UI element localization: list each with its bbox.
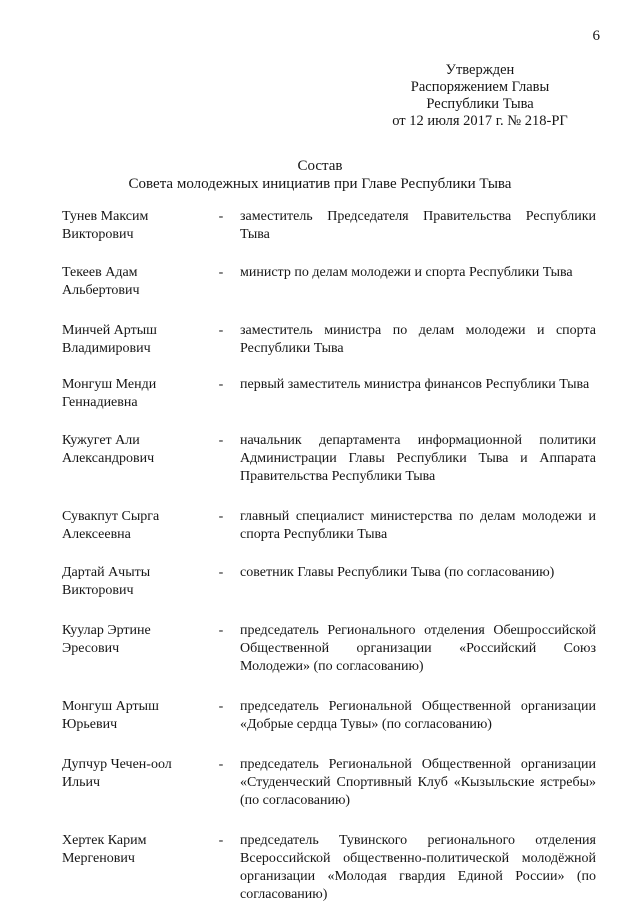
member-dash: - (218, 377, 224, 392)
member-name: Дартай Ачыты Викторович (62, 565, 151, 598)
member-position: заместитель министра по делам молодежи и спорта Республики Тыва (240, 323, 596, 356)
member-position: председатель Регионального отделения Обешроссийской Общественной организации «Российский Союз Молодежи» (по согласованию) (240, 623, 596, 674)
member-row (62, 322, 596, 358)
approval-stamp (360, 62, 600, 130)
member-dash: - (218, 833, 224, 848)
member-name: Кужугет Али Александрович (62, 433, 155, 466)
member-dash: - (218, 323, 224, 338)
approval-line-3: Республики Тыва (426, 96, 534, 112)
member-dash: - (218, 699, 224, 714)
member-name: Монгуш Менди Геннадиевна (62, 377, 157, 410)
members-list (62, 208, 596, 904)
member-position: советник Главы Республики Тыва (по согласованию) (240, 565, 555, 580)
member-position: председатель Тувинского регионального отделения Всероссийской общественно-политической молодёжной организации «Молодая гвардия Единой России» (по согласованию) (240, 833, 596, 902)
member-name: Минчей Артыш Владимирович (62, 323, 157, 356)
member-name: Дупчур Чечен-оол Ильич (62, 757, 172, 790)
title-line-1: Состав (297, 158, 343, 174)
member-row (62, 832, 596, 904)
member-position: председатель Региональной Общественной организации «Добрые сердца Тувы» (по согласованию) (240, 699, 596, 732)
member-row (62, 622, 596, 676)
member-dash: - (218, 209, 224, 224)
member-row (62, 376, 596, 412)
member-position: заместитель Председателя Правительства Республики Тыва (240, 209, 596, 242)
member-name: Сувакпут Сырга Алексеевна (62, 509, 160, 542)
member-position: главный специалист министерства по делам молодежи и спорта Республики Тыва (240, 509, 596, 542)
approval-line-4: от 12 июля 2017 г. № 218-РГ (392, 113, 568, 129)
member-row (62, 698, 596, 734)
member-position: министр по делам молодежи и спорта Республики Тыва (240, 265, 573, 280)
member-name: Хертек Карим Мергенович (62, 833, 147, 866)
member-position: председатель Региональной Общественной организации «Студенческий Спортивный Клуб «Кызыльские ястребы» (по согласованию) (240, 757, 596, 808)
member-row (62, 508, 596, 544)
member-name: Тунев Максим Викторович (62, 209, 149, 242)
page-number: 6 (592, 28, 600, 44)
member-dash: - (218, 623, 224, 638)
member-name: Текеев Адам Альбертович (62, 265, 140, 298)
member-dash: - (218, 509, 224, 524)
member-position: начальник департамента информационной политики Администрации Главы Республики Тыва и Аппарата Правительства Республики Тыва (240, 433, 596, 484)
member-row (62, 264, 596, 300)
member-dash: - (218, 757, 224, 772)
member-row (62, 432, 596, 486)
member-dash: - (218, 565, 224, 580)
approval-line-2: Распоряжением Главы (410, 79, 550, 95)
member-row (62, 564, 596, 600)
approval-line-1: Утвержден (445, 62, 515, 78)
member-position: первый заместитель министра финансов Республики Тыва (240, 377, 590, 392)
member-name: Монгуш Артыш Юрьевич (62, 699, 159, 732)
member-dash: - (218, 265, 224, 280)
member-dash: - (218, 433, 224, 448)
member-row (62, 756, 596, 810)
document-title (0, 157, 640, 193)
member-row (62, 208, 596, 244)
title-line-2: Совета молодежных инициатив при Главе Республики Тыва (128, 176, 512, 192)
member-name: Куулар Эртине Эресович (62, 623, 151, 656)
